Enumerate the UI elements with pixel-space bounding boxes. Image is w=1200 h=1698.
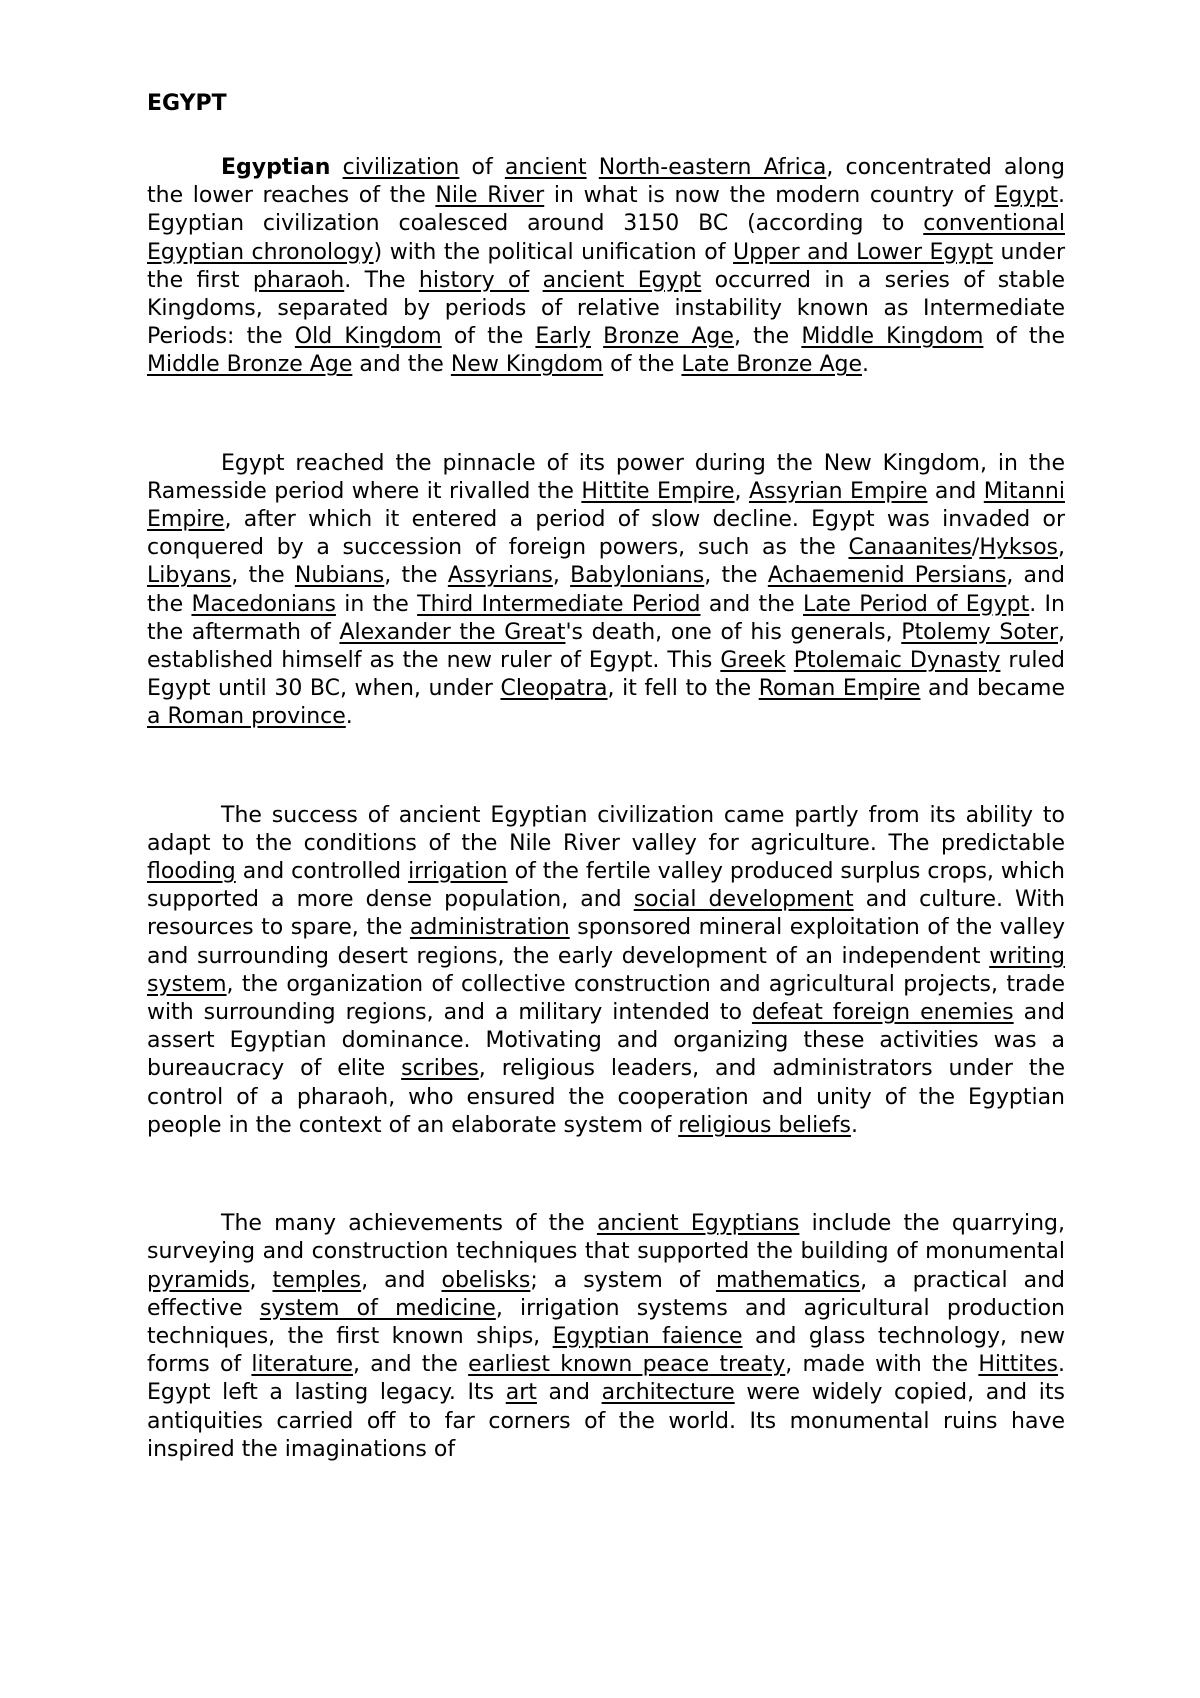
link-text[interactable]: Hittite Empire: [581, 478, 735, 504]
link-text[interactable]: Old Kingdom: [294, 324, 442, 350]
link-text[interactable]: Ptolemy Soter: [901, 619, 1058, 645]
paragraph-text: , a practical and effective: [147, 1267, 1066, 1321]
link-text[interactable]: literature: [251, 1352, 353, 1378]
link-text[interactable]: pyramids: [147, 1267, 250, 1293]
paragraph-text: . In the aftermath of: [147, 591, 1065, 645]
link-text[interactable]: Early: [535, 324, 591, 350]
paragraph-text: Egypt reached the pinnacle of its power during the New Kingdom, in the Ramesside period where it rivalled the: [147, 450, 1065, 504]
paragraph-intro: [147, 154, 1065, 380]
paragraph-text: sponsored mineral exploitation of the valley and surrounding desert regions, the early development of an independent: [147, 915, 1065, 969]
paragraph-text: and: [927, 478, 984, 504]
link-text[interactable]: Babylonians: [570, 563, 705, 589]
link-text[interactable]: mathematics: [715, 1267, 861, 1293]
paragraph-text: and culture. With resources to spare, the: [147, 887, 1065, 941]
paragraph-text: ,: [552, 563, 571, 589]
link-text[interactable]: social development: [633, 887, 854, 913]
link-text[interactable]: Mitanni: [983, 478, 1065, 504]
paragraph-text: and: [536, 1380, 602, 1406]
paragraph-text: The many achievements of the: [221, 1211, 597, 1237]
paragraph-text: The success of ancient Egyptian civilization came partly from its ability to adapt to the conditions of the Nile River valley for agriculture. The predictable: [147, 802, 1065, 856]
paragraph-text: of the: [983, 324, 1065, 350]
link-text[interactable]: earliest known peace treaty: [468, 1352, 786, 1378]
link-text[interactable]: Greek: [720, 648, 786, 674]
link-text[interactable]: administration: [409, 915, 570, 941]
paragraph-text: , the: [733, 324, 802, 350]
link-text[interactable]: system of medicine: [259, 1295, 496, 1321]
link-text[interactable]: Egypt: [994, 183, 1058, 209]
document-page: [147, 90, 1065, 1464]
link-text[interactable]: ancient Egypt: [542, 267, 702, 293]
paragraph-text: and glass technology, new forms of: [147, 1323, 1065, 1378]
link-text[interactable]: obelisks: [441, 1267, 531, 1293]
link-text[interactable]: Canaanites: [848, 535, 972, 561]
paragraph-text: 's death, one of his generals,: [565, 619, 902, 645]
paragraph-text: /: [971, 535, 980, 561]
link-text[interactable]: Hyksos: [979, 535, 1058, 561]
paragraph-text: include the quarrying, surveying and construction techniques that supported the building of monumental: [147, 1211, 1065, 1265]
link-text[interactable]: Nile River: [435, 183, 545, 209]
link-text[interactable]: ancient: [504, 155, 587, 180]
link-text[interactable]: scribes: [401, 1056, 479, 1082]
link-text[interactable]: Empire: [147, 507, 225, 533]
bold-lead-word: Egyptian: [221, 155, 331, 180]
paragraph-text: ) with the political unification of: [373, 239, 734, 265]
paragraph-text: .: [862, 352, 869, 378]
link-text[interactable]: Macedonians: [191, 591, 336, 617]
paragraph-text: and the: [700, 591, 803, 617]
link-text[interactable]: civilization: [342, 155, 460, 180]
link-text[interactable]: conventional Egyptian chronology: [147, 211, 1065, 265]
paragraph-text: .: [345, 704, 353, 730]
link-text[interactable]: Achaemenid Persians: [767, 563, 1007, 589]
paragraph-text: , and: [361, 1267, 442, 1293]
paragraph-text: of the: [603, 352, 682, 378]
paragraph-text: and the: [352, 352, 451, 378]
paragraph-text: ,: [1058, 535, 1065, 561]
paragraph-text: in the: [335, 591, 418, 617]
paragraph-text: under the first: [147, 239, 1065, 293]
paragraph-achievements: [147, 1210, 1065, 1464]
paragraph-text: , the: [231, 563, 295, 589]
link-text[interactable]: Ptolemaic Dynasty: [793, 648, 1001, 674]
document-title: EGYPT: [147, 91, 227, 116]
paragraph-text: . The: [344, 267, 419, 293]
paragraph-text: , concentrated along the lower reaches of the: [147, 155, 1065, 209]
paragraph-text: , irrigation systems and agricultural production techniques, the first known ships,: [147, 1295, 1065, 1349]
paragraph-text: in what is now the modern country of: [544, 183, 995, 209]
link-text[interactable]: irrigation: [408, 859, 508, 885]
paragraph-text: . Egyptian civilization coalesced around 3150 BC (according to: [147, 183, 1065, 237]
paragraph-text: [587, 155, 599, 180]
link-text[interactable]: Middle Bronze Age: [147, 352, 353, 378]
link-text[interactable]: art: [505, 1380, 537, 1406]
paragraph-text: and controlled: [235, 859, 409, 885]
link-text[interactable]: Nubians: [294, 563, 385, 589]
paragraph-text: ,: [249, 1267, 273, 1293]
link-text[interactable]: Alexander the Great: [339, 619, 566, 645]
paragraph-text: [330, 155, 342, 180]
paragraph-text: , made with the: [785, 1352, 979, 1378]
link-text[interactable]: a Roman province: [147, 704, 346, 730]
link-text[interactable]: Hittites: [978, 1352, 1058, 1378]
link-text[interactable]: defeat foreign enemies: [751, 1000, 1014, 1026]
paragraph-new-kingdom: [147, 450, 1065, 732]
link-text[interactable]: Bronze Age: [603, 324, 734, 350]
paragraph-text: ruled Egypt until 30 BC, when, under: [147, 648, 1066, 702]
link-text[interactable]: Late Period of Egypt: [803, 591, 1030, 617]
link-text[interactable]: Egyptian faience: [552, 1323, 743, 1349]
link-text[interactable]: Upper and Lower Egypt: [733, 239, 994, 265]
paragraph-success: [147, 802, 1065, 1140]
link-text[interactable]: ancient Egyptians: [596, 1211, 800, 1237]
paragraph-text: of the: [441, 324, 536, 350]
paragraph-text: , and the: [352, 1352, 469, 1378]
paragraph-text: , after which it entered a period of slow decline. Egypt was invaded or conquered by a succession of foreign powers, such as the: [147, 507, 1065, 561]
paragraph-text: , the: [384, 563, 448, 589]
link-text[interactable]: Assyrian Empire: [748, 478, 928, 504]
paragraph-text: [786, 648, 794, 673]
link-text[interactable]: history of: [418, 267, 530, 293]
link-text[interactable]: religious beliefs: [678, 1112, 851, 1138]
link-text[interactable]: writing: [989, 943, 1065, 969]
paragraph-text: , the organization of collective construction and agricultural projects, trade with surrounding regions, and a military intended to: [147, 971, 1065, 1026]
paragraph-text: , religious leaders, and administrators under the control of a pharaoh, who ensured the cooperation and unity of the Egyptian people in the context of an elaborate system of: [147, 1056, 1065, 1138]
paragraph-text: , and the: [147, 563, 1065, 617]
paragraph-text: .: [850, 1112, 858, 1138]
paragraph-text: [529, 268, 542, 293]
paragraph-text: were widely copied, and its antiquities carried off to far corners of the world. Its monumental ruins have inspired the imaginations of: [147, 1380, 1065, 1462]
paragraph-text: . Egypt left a lasting legacy. Its: [147, 1352, 1065, 1406]
link-text[interactable]: architecture: [601, 1380, 735, 1406]
paragraph-text: ,: [734, 478, 749, 504]
link-text[interactable]: temples: [272, 1267, 362, 1293]
link-text[interactable]: system: [147, 971, 227, 997]
paragraph-text: occurred in a series of stable Kingdoms, separated by periods of relative instability known as Intermediate Periods: the: [147, 267, 1065, 350]
paragraph-text: and assert Egyptian dominance. Motivating and organizing these activities was a bureaucracy of elite: [147, 1000, 1065, 1082]
paragraph-text: , established himself as the new ruler of Egypt. This: [147, 619, 1065, 674]
link-text[interactable]: flooding: [147, 859, 236, 885]
link-text[interactable]: Middle Kingdom: [801, 324, 984, 350]
paragraph-text: and became: [920, 676, 1065, 702]
paragraph-text: ; a system of: [530, 1267, 716, 1293]
link-text[interactable]: Third Intermediate Period: [417, 591, 701, 617]
link-text[interactable]: Cleopatra: [500, 676, 608, 702]
link-text[interactable]: New Kingdom: [450, 352, 604, 378]
paragraph-text: of the fertile valley produced surplus crops, which supported a more dense population, and: [147, 859, 1065, 913]
paragraph-text: of: [459, 155, 505, 180]
link-text[interactable]: pharaoh: [252, 267, 345, 293]
link-text[interactable]: Late Bronze Age: [681, 352, 862, 378]
paragraph-text: , the: [704, 563, 768, 589]
paragraph-text: , it fell to the: [607, 676, 759, 702]
paragraph-text: [591, 324, 603, 349]
link-text[interactable]: North-eastern Africa: [598, 155, 827, 180]
link-text[interactable]: Assyrians: [447, 563, 553, 589]
link-text[interactable]: Libyans: [147, 563, 232, 589]
link-text[interactable]: Roman Empire: [758, 676, 921, 702]
